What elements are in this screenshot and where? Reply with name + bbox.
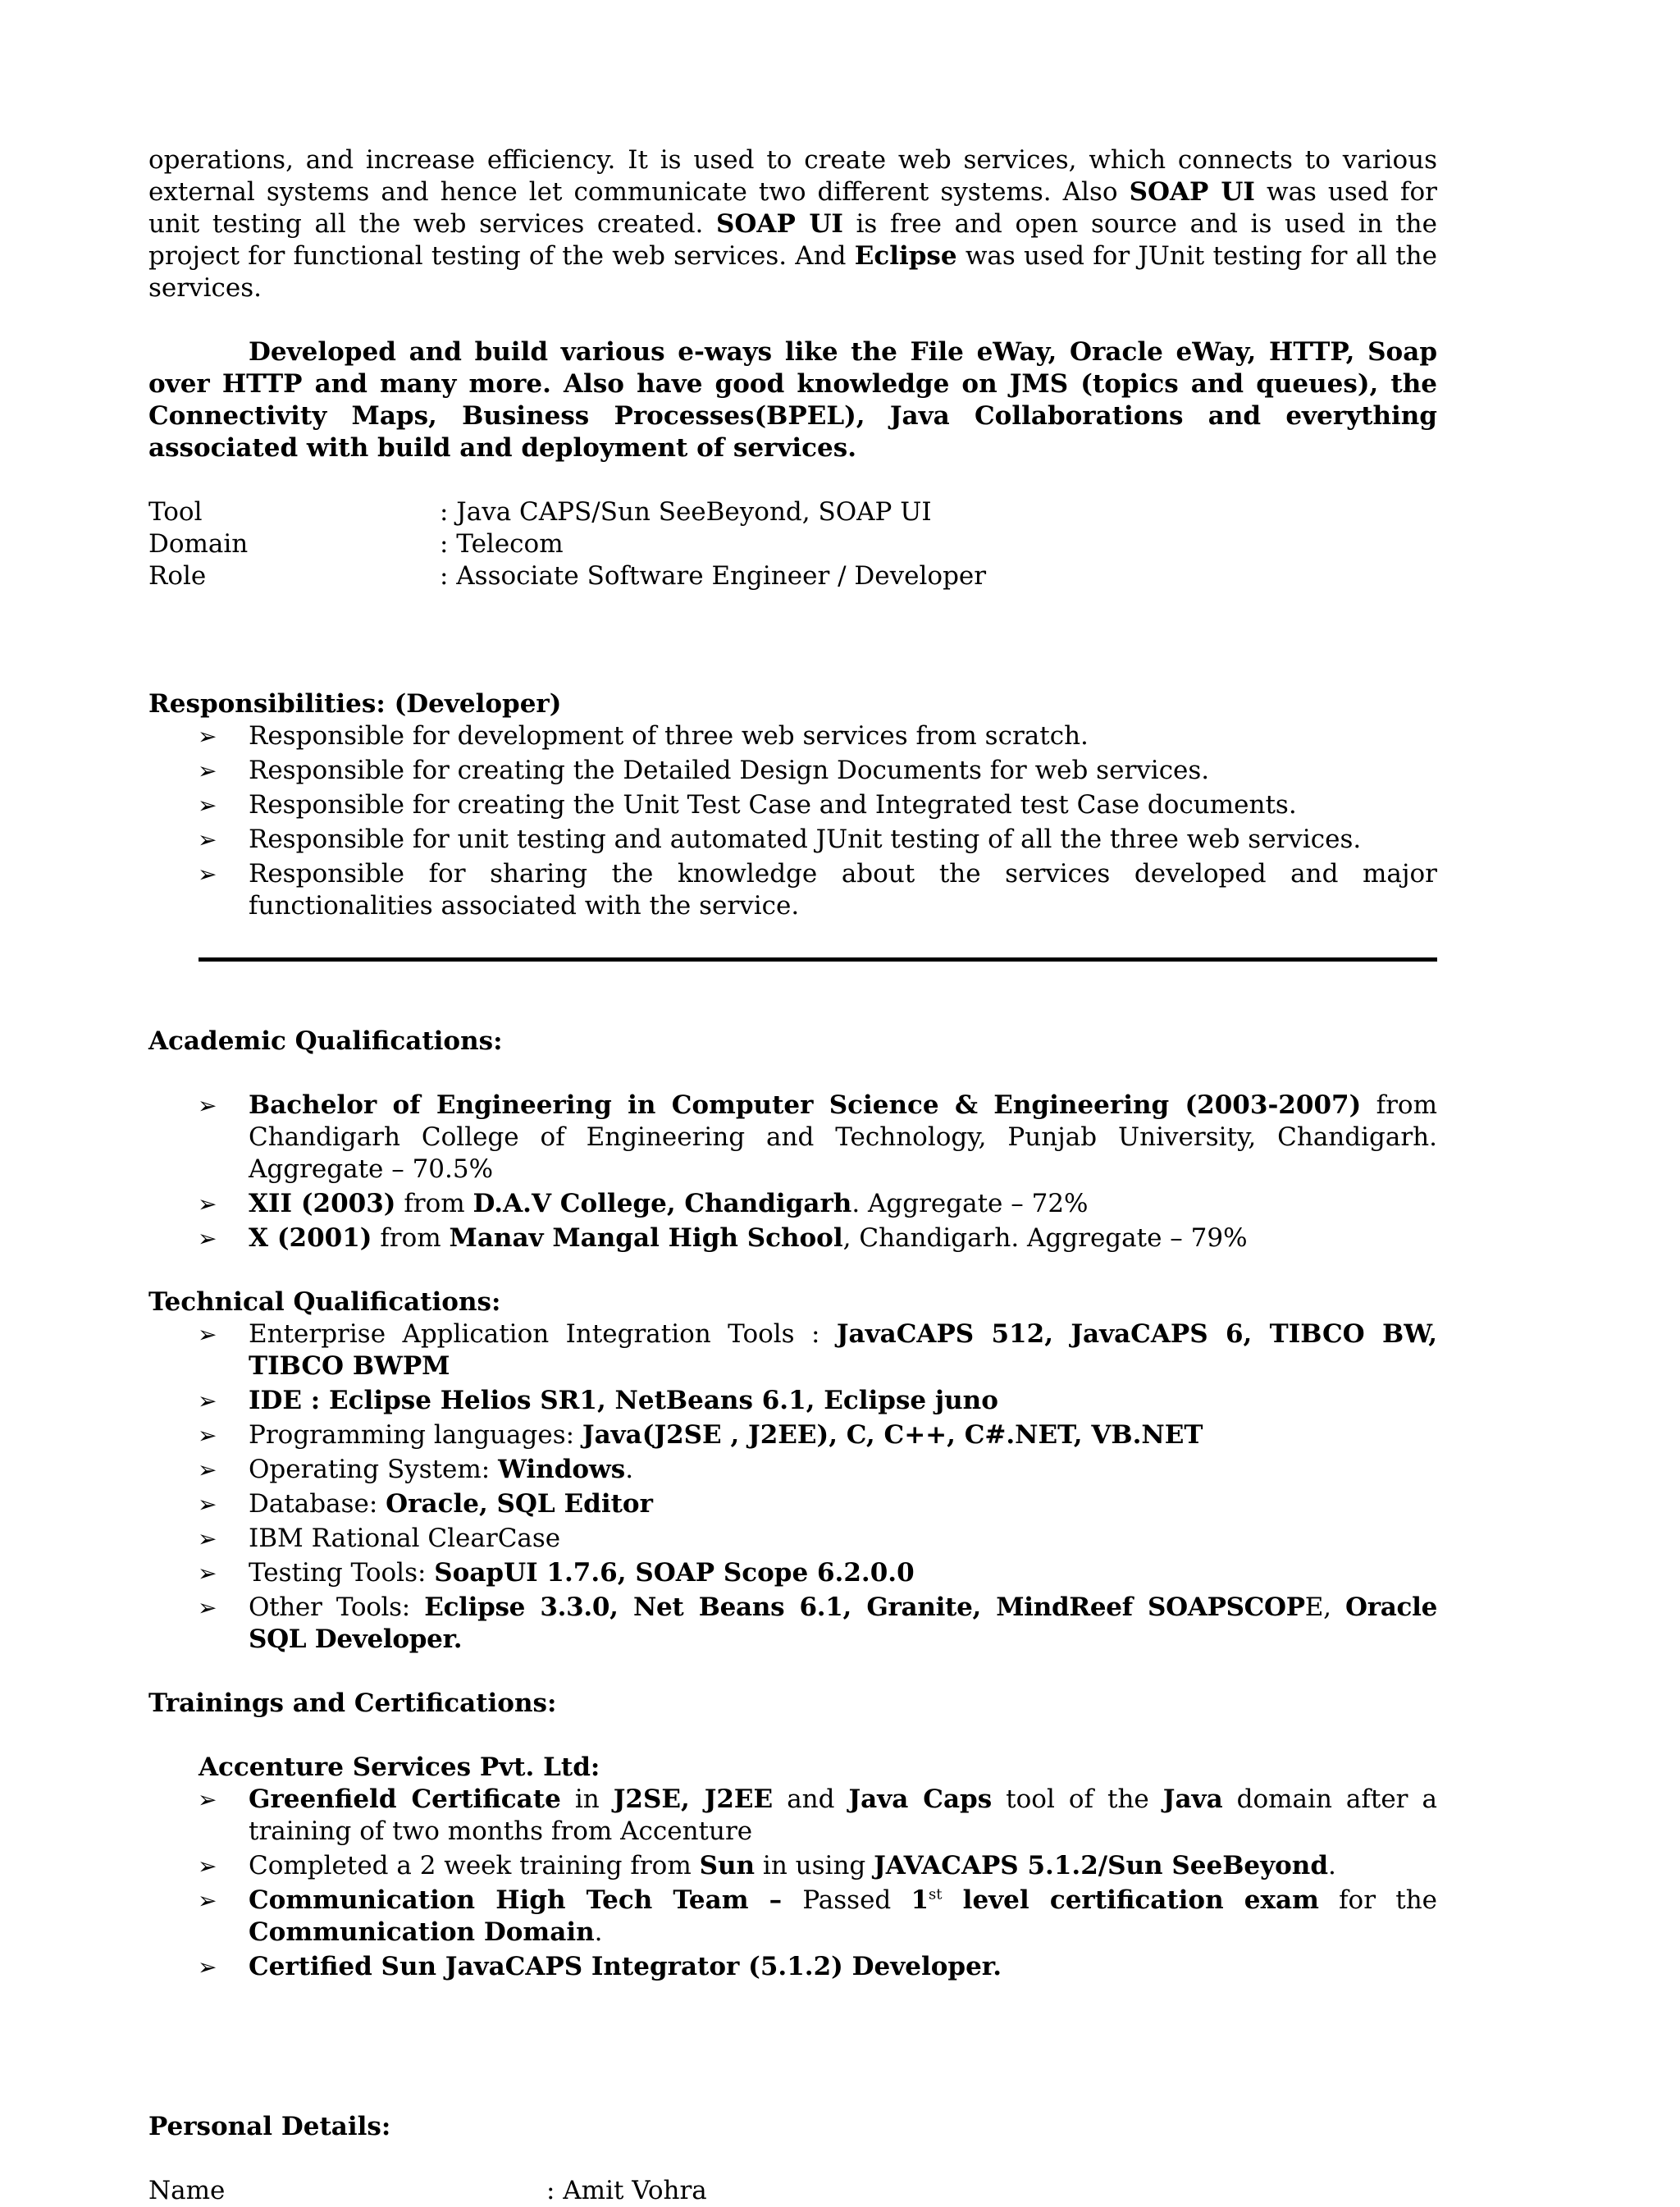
- arrow-bullet-icon: ➢: [198, 826, 217, 853]
- arrow-bullet-icon: ➢: [198, 723, 217, 750]
- institution-name: Manav Mangal High School: [449, 1223, 843, 1253]
- arrow-bullet-icon: ➢: [198, 1321, 217, 1348]
- list-item-text: Responsible for creating the Detailed Design Documents for web services.: [249, 756, 1210, 785]
- training-text: .: [594, 1917, 603, 1947]
- list-item: [148, 824, 1437, 856]
- personal-value: : Amit Vohra: [546, 2176, 707, 2205]
- training-bold: 1: [911, 1885, 929, 1915]
- training-bold: Communication High Tech Team –: [249, 1885, 803, 1915]
- technical-heading: Technical Qualifications:: [148, 1287, 501, 1317]
- training-text: Passed: [802, 1885, 911, 1915]
- arrow-bullet-icon: ➢: [198, 1953, 217, 1981]
- skill-value: Oracle SQL Developer.: [249, 1592, 1438, 1654]
- skill-label: Database:: [249, 1489, 386, 1519]
- training-bold: Java Caps: [848, 1784, 993, 1814]
- training-bold: Communication Domain: [249, 1917, 595, 1947]
- degree-details: from: [395, 1189, 473, 1218]
- resume-page: [148, 144, 1437, 2207]
- skill-label: IBM Rational ClearCase: [249, 1524, 561, 1553]
- arrow-bullet-icon: ➢: [198, 1594, 217, 1621]
- skill-value: IDE : Eclipse Helios SR1, NetBeans 6.1, Eclipse juno: [249, 1386, 998, 1415]
- training-text: tool of the: [992, 1784, 1163, 1814]
- degree-details: from Chandigarh College of Engineering and Technology, Punjab University, Chandigarh. Aggregate – 70.5%: [249, 1090, 1437, 1184]
- list-item: [148, 1784, 1437, 1848]
- trainings-list: [148, 1784, 1437, 1983]
- training-text: for the: [1318, 1885, 1438, 1915]
- academic-heading: Academic Qualifications:: [148, 1026, 503, 1056]
- arrow-bullet-icon: ➢: [198, 1887, 217, 1914]
- personal-heading: Personal Details:: [148, 2112, 391, 2141]
- training-bold: level certification exam: [942, 1885, 1319, 1915]
- responsibilities-list: [148, 720, 1437, 922]
- list-item: [148, 1557, 1437, 1589]
- list-item: [148, 858, 1437, 922]
- skill-value: SoapUI 1.7.6, SOAP Scope 6.2.0.0: [434, 1558, 915, 1588]
- list-item: [148, 1090, 1437, 1186]
- arrow-bullet-icon: ➢: [198, 1190, 217, 1218]
- list-item: [148, 1850, 1437, 1882]
- arrow-bullet-icon: ➢: [198, 861, 217, 888]
- training-company: Accenture Services Pvt. Ltd:: [199, 1752, 600, 1782]
- degree-title: XII (2003): [249, 1189, 396, 1218]
- skill-label: Testing Tools:: [249, 1558, 435, 1588]
- technical-list: [148, 1318, 1437, 1656]
- arrow-bullet-icon: ➢: [198, 1560, 217, 1587]
- intro-bold: Eclipse: [854, 241, 957, 271]
- trainings-heading: Trainings and Certifications:: [148, 1688, 557, 1718]
- detail-row: [148, 528, 1437, 560]
- list-item-text: Responsible for development of three web services from scratch.: [249, 721, 1089, 751]
- detail-value: : Associate Software Engineer / Developer: [440, 561, 987, 591]
- arrow-bullet-icon: ➢: [198, 1853, 217, 1880]
- list-item-text: Responsible for sharing the knowledge about the services developed and major functionalities associated with the service.: [249, 859, 1437, 921]
- arrow-bullet-icon: ➢: [198, 1422, 217, 1449]
- training-bold: Sun: [699, 1851, 756, 1880]
- responsibilities-heading: Responsibilities: (Developer): [148, 689, 562, 719]
- list-item-text: Responsible for creating the Unit Test Case and Integrated test Case documents.: [249, 790, 1297, 820]
- list-item: [148, 1222, 1437, 1254]
- arrow-bullet-icon: ➢: [198, 1786, 217, 1813]
- list-item: [148, 1419, 1437, 1451]
- arrow-bullet-icon: ➢: [198, 1525, 217, 1552]
- skill-value: JavaCAPS 512, JavaCAPS 6, TIBCO BW, TIBCO BWPM: [249, 1319, 1437, 1381]
- arrow-bullet-icon: ➢: [198, 1456, 217, 1483]
- degree-details: , Chandigarh. Aggregate – 79%: [842, 1223, 1248, 1253]
- list-item-text: Responsible for unit testing and automated JUnit testing of all the three web services.: [249, 825, 1362, 854]
- training-bold: Java: [1162, 1784, 1223, 1814]
- detail-row: [148, 496, 1437, 528]
- degree-title: X (2001): [249, 1223, 372, 1253]
- list-item: [148, 720, 1437, 752]
- personal-key: Name: [148, 2176, 226, 2205]
- training-bold: Certified Sun JavaCAPS Integrator (5.1.2) Developer.: [249, 1952, 1002, 1981]
- arrow-bullet-icon: ➢: [198, 1491, 217, 1518]
- intro-text: is free and open source and is used in the project for functional testing of the web services. And: [148, 209, 1437, 271]
- training-bold: J2SE, J2EE: [613, 1784, 774, 1814]
- training-text: domain after a training of two months from Accenture: [249, 1784, 1437, 1846]
- list-item: [148, 1592, 1437, 1656]
- intro-paragraph: [148, 144, 1437, 304]
- degree-details: from: [372, 1223, 450, 1253]
- intro-text: was used for JUnit testing for all the services.: [148, 241, 1437, 303]
- list-item: [148, 1885, 1437, 1949]
- skill-label: Programming languages:: [249, 1420, 582, 1450]
- degree-details: . Aggregate – 72%: [851, 1189, 1089, 1218]
- academic-list: [148, 1090, 1437, 1254]
- arrow-bullet-icon: ➢: [198, 1387, 217, 1414]
- list-item: [148, 1188, 1437, 1220]
- skill-label: E,: [1304, 1592, 1346, 1622]
- detail-row: [148, 560, 1437, 592]
- training-text: and: [773, 1784, 849, 1814]
- detail-value: : Telecom: [440, 529, 564, 559]
- list-item: [148, 1951, 1437, 1983]
- arrow-bullet-icon: ➢: [198, 757, 217, 784]
- detail-key: Tool: [148, 497, 203, 527]
- list-item: [148, 789, 1437, 821]
- skill-value: Eclipse 3.3.0, Net Beans 6.1, Granite, MindReef SOAPSCOP: [424, 1592, 1305, 1622]
- training-bold: JAVACAPS 5.1.2/Sun SeeBeyond: [874, 1851, 1329, 1880]
- list-item: [148, 1385, 1437, 1417]
- skill-label: Operating System:: [249, 1455, 499, 1484]
- intro-bold: SOAP UI: [716, 209, 843, 239]
- skill-value: Oracle, SQL Editor: [386, 1489, 653, 1519]
- training-text: .: [1328, 1851, 1336, 1880]
- detail-key: Role: [148, 561, 207, 591]
- intro-text: operations, and increase efficiency. It is used to create web services, which connects to various external systems and hence let communicate two different systems. Also: [148, 145, 1437, 207]
- training-text: in using: [755, 1851, 874, 1880]
- institution-name: D.A.V College, Chandigarh: [472, 1189, 852, 1218]
- arrow-bullet-icon: ➢: [198, 1092, 217, 1119]
- personal-row: [148, 2175, 1437, 2207]
- training-bold: Greenfield Certificate: [249, 1784, 561, 1814]
- intro-bold: SOAP UI: [1129, 177, 1255, 207]
- list-item: [148, 755, 1437, 787]
- list-item: [148, 1523, 1437, 1555]
- detail-value: : Java CAPS/Sun SeeBeyond, SOAP UI: [440, 497, 932, 527]
- project-details: [148, 496, 1437, 592]
- list-item: [148, 1454, 1437, 1486]
- skill-value: Windows: [498, 1455, 626, 1484]
- skill-label: .: [625, 1455, 634, 1484]
- skill-label: Enterprise Application Integration Tools :: [249, 1319, 837, 1349]
- detail-key: Domain: [148, 529, 249, 559]
- skill-label: Other Tools:: [249, 1592, 425, 1622]
- section-divider: [199, 957, 1437, 962]
- list-item: [148, 1488, 1437, 1520]
- eway-paragraph: Developed and build various e-ways like the File eWay, Oracle eWay, HTTP, Soap over HTTP and many more. Also have good knowledge on JMS (topics and queues), the Connectivity Maps, Business Processes(BPEL), Java Collaborations and everything associated with build and deployment of services.: [148, 337, 1437, 463]
- arrow-bullet-icon: ➢: [198, 792, 217, 819]
- training-text: in: [560, 1784, 614, 1814]
- skill-value: Java(J2SE , J2EE), C, C++, C#.NET, VB.NET: [582, 1420, 1203, 1450]
- degree-title: Bachelor of Engineering in Computer Science & Engineering (2003-2007): [249, 1090, 1362, 1120]
- ordinal-suffix: st: [929, 1885, 943, 1903]
- list-item: [148, 1318, 1437, 1382]
- training-text: Completed a 2 week training from: [249, 1851, 700, 1880]
- arrow-bullet-icon: ➢: [198, 1225, 217, 1252]
- intro-text: was used for unit testing all the web services created.: [148, 177, 1437, 239]
